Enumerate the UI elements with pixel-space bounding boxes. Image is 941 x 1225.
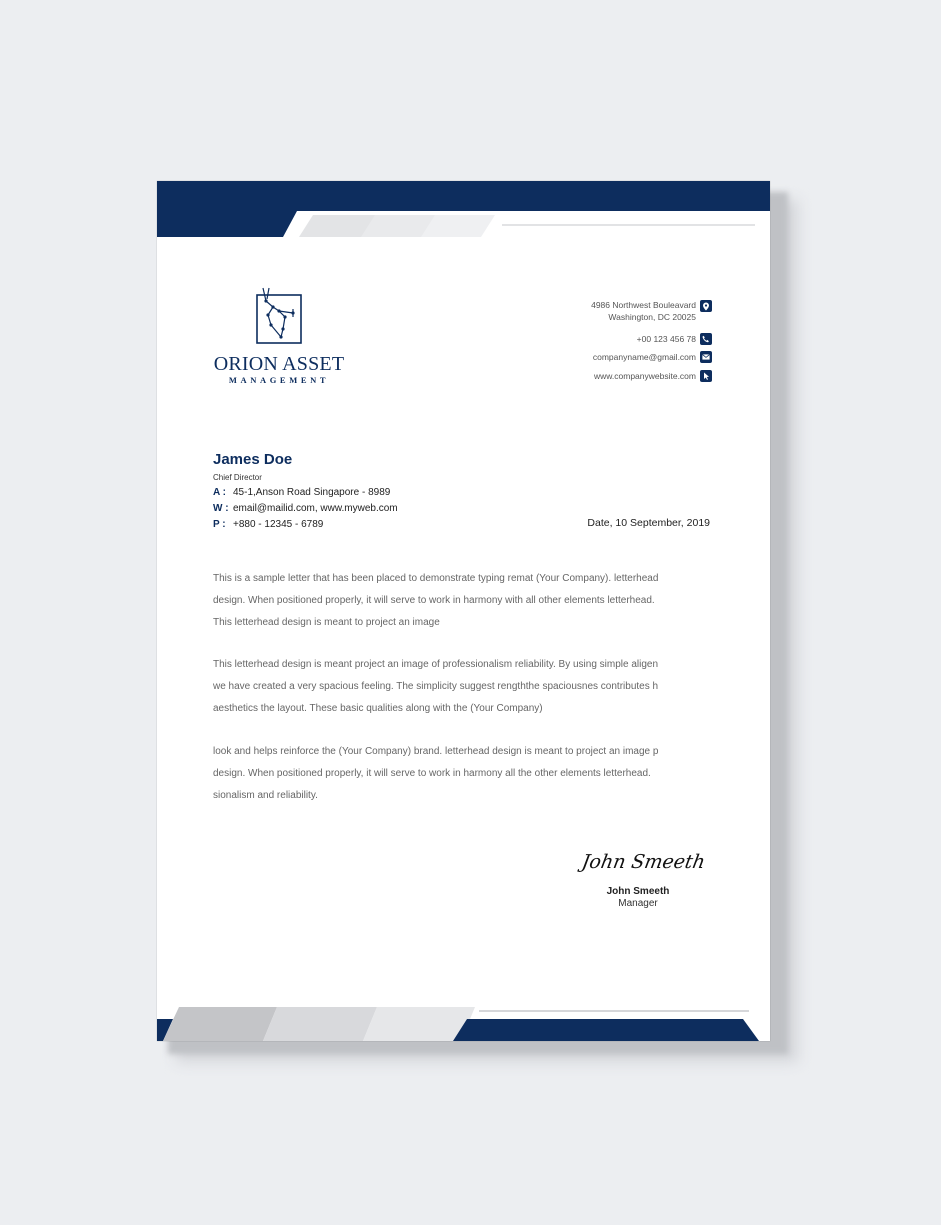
phone-label: P :	[213, 519, 226, 530]
company-subtitle: MANAGEMENT	[228, 375, 330, 385]
body-line: look and helps reinforce the (Your Company) brand. letterhead design is meant to project an image p	[213, 746, 659, 757]
address-label: A :	[213, 487, 226, 498]
letterhead-page	[157, 181, 770, 1041]
phone-icon	[700, 333, 712, 345]
contact-website	[594, 370, 712, 382]
phone-value: +880 - 12345 - 6789	[233, 519, 324, 530]
web-value: email@mailid.com, www.myweb.com	[233, 503, 398, 514]
phone-text: +00 123 456 78	[636, 334, 696, 344]
body-line: design. When positioned properly, it will serve to work in harmony all the other elements letterhead.	[213, 768, 651, 779]
address-line-1: 4986 Northwest Bouleavard	[591, 300, 696, 310]
body-line: This is a sample letter that has been placed to demonstrate typing remat (Your Company). letterhead	[213, 573, 659, 584]
signature-name: John Smeeth	[606, 886, 670, 897]
recipient-name: James Doe	[213, 451, 293, 468]
body-line: we have created a very spacious feeling. The simplicity suggest rengththe spaciousnes contributes h	[213, 681, 659, 692]
recipient-role: Chief Director	[213, 473, 262, 482]
footer-band	[157, 1005, 770, 1041]
website-text: www.companywebsite.com	[593, 371, 696, 381]
envelope-icon	[700, 351, 712, 363]
body-line: design. When positioned properly, it will serve to work in harmony with all other elements letterhead.	[213, 595, 655, 606]
constellation-icon	[249, 285, 309, 347]
body-paragraph-3	[213, 741, 710, 807]
recipient-phone	[213, 519, 323, 530]
contact-phone	[637, 333, 712, 345]
body-line: sionalism and reliability.	[213, 790, 318, 801]
contact-address	[591, 299, 712, 323]
web-label: W :	[213, 503, 229, 514]
address-value: 45-1,Anson Road Singapore - 8989	[233, 487, 391, 498]
body-line: This letterhead design is meant to project an image	[213, 617, 440, 628]
contact-email	[593, 351, 712, 363]
cursor-icon	[700, 370, 712, 382]
address-line-2: Washington, DC 20025	[608, 312, 696, 322]
header-band	[157, 181, 770, 241]
email-text: companyname@gmail.com	[592, 352, 696, 362]
map-pin-icon	[700, 300, 712, 312]
letter-date: Date, 10 September, 2019	[587, 517, 710, 529]
signature-title: Manager	[618, 898, 658, 909]
recipient-web	[213, 503, 398, 514]
body-paragraph-2	[213, 654, 710, 720]
company-name: ORION ASSET	[213, 353, 345, 375]
company-logo	[209, 285, 349, 385]
signature-script: John Smeeth	[580, 851, 707, 873]
body-paragraph-1	[213, 568, 710, 634]
body-line: aesthetics the layout. These basic qualities along with the (Your Company)	[213, 703, 543, 714]
body-line: This letterhead design is meant project an image of professionalism reliability. By using simple aligen	[213, 659, 659, 670]
recipient-address	[213, 487, 390, 498]
